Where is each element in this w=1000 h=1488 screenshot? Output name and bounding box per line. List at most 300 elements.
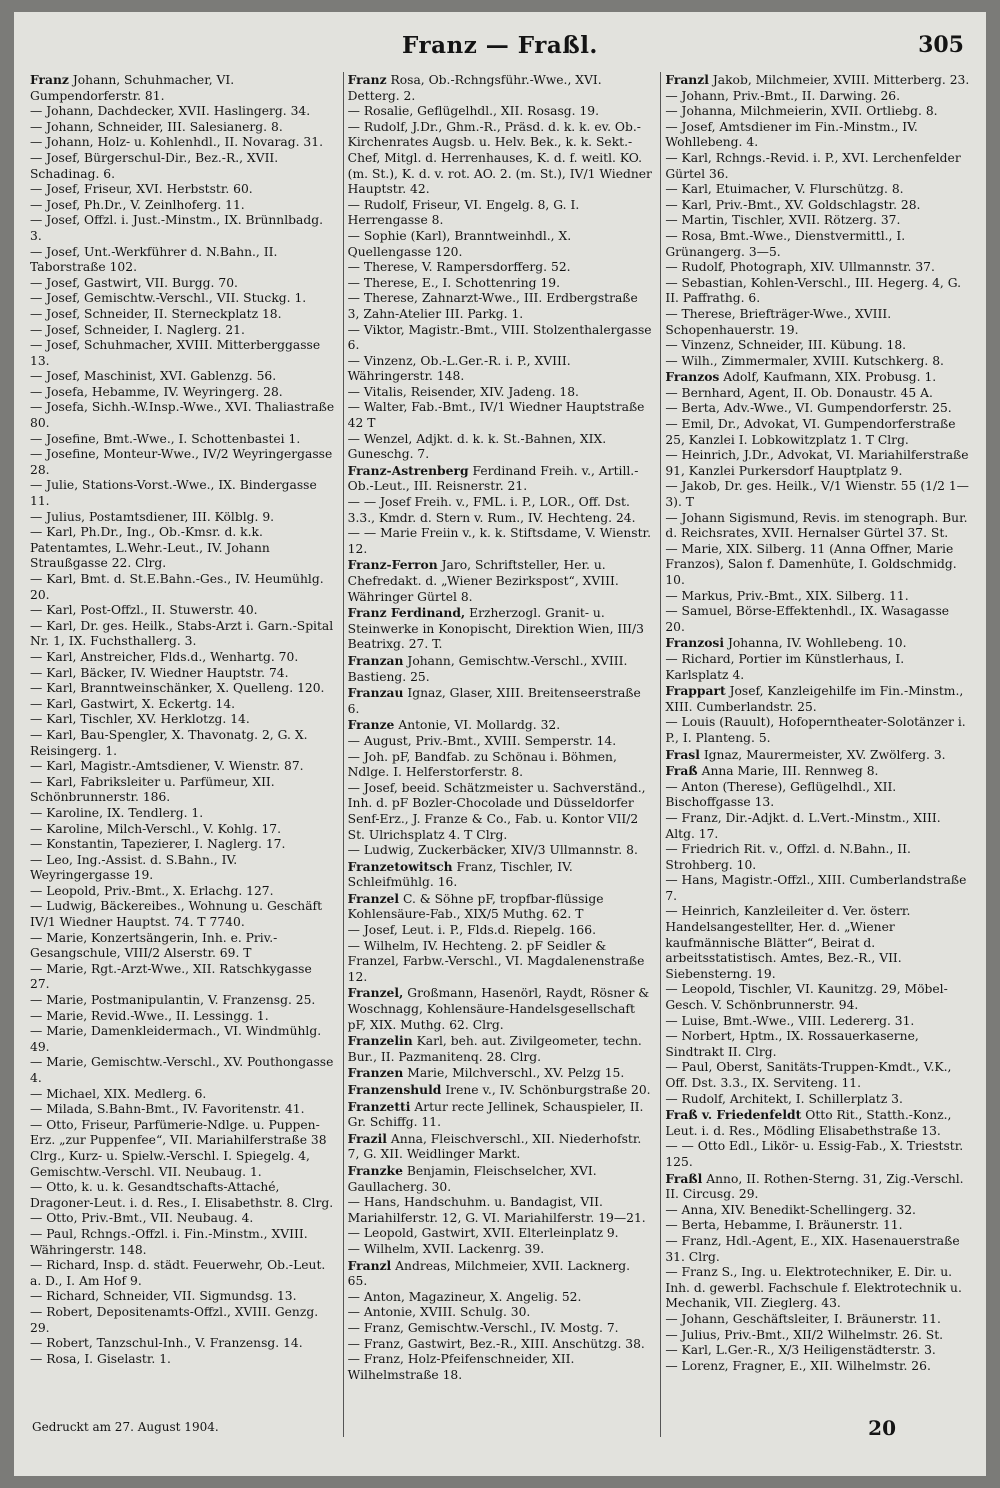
- entry-text: — Karl, L.Ger.-R., X/3 Heiligenstädterstr. 3.: [665, 1343, 936, 1358]
- entry-text: — Johann, Geschäftsleiter, I. Bräunerstr. 11.: [665, 1311, 941, 1326]
- directory-entry: [348, 1242, 653, 1258]
- directory-entry: [665, 1203, 970, 1219]
- directory-entry: [665, 652, 970, 683]
- entry-text: — — Marie Freiin v., k. k. Stiftsdame, V. Wienstr. 12.: [347, 526, 651, 556]
- entry-text: — Markus, Priv.-Bmt., XIX. Silberg. 11.: [665, 588, 909, 603]
- entry-surname: Frazil: [347, 1130, 387, 1146]
- entry-text: — Viktor, Magistr.-Bmt., VIII. Stolzenthalergasse 6.: [347, 322, 652, 353]
- page-title: Franz — Fraßl.: [402, 32, 598, 59]
- column-left: [30, 72, 335, 1437]
- entry-text: — Josef, Schneider, II. Sterneckplatz 18.: [30, 306, 282, 321]
- entry-text: — Karl, Fabriksleiter u. Parfümeur, XII. Schönbrunnerstr. 186.: [30, 774, 275, 805]
- entry-text: — Richard, Portier im Künstlerhaus, I. Karlsplatz 4.: [665, 651, 905, 682]
- entry-text: Johann, Gemischtw.-Verschl., XVIII. Bastieng. 25.: [347, 653, 628, 684]
- entry-text: — Karl, Tischler, XV. Herklotzg. 14.: [30, 712, 250, 727]
- directory-entry: [348, 198, 653, 229]
- entry-text: — Josef, Offzl. i. Just.-Minstm., IX. Brünnlbadg. 3.: [30, 213, 323, 243]
- directory-entry: [348, 1131, 653, 1163]
- entry-text: — Josef, Maschinist, XVI. Gablenzg. 56.: [30, 369, 277, 384]
- directory-entry: [30, 151, 335, 182]
- entry-text: — Rosa, Bmt.-Wwe., Dienstvermittl., I. Grünangerg. 3—5.: [665, 228, 906, 259]
- entry-text: — Marie, Damenkleidermach., VI. Windmühlg. 49.: [30, 1024, 322, 1054]
- directory-entry: [665, 1139, 970, 1170]
- directory-entry: [665, 715, 970, 746]
- directory-entry: [665, 780, 970, 811]
- entry-text: — Konstantin, Tapezierer, I. Naglerg. 17.: [30, 837, 286, 852]
- entry-text: — Josefa, Sichh.-W.Insp.-Wwe., XVI. Thaliastraße 80.: [30, 400, 335, 431]
- entry-surname: Franzau: [347, 685, 404, 701]
- directory-entry: [30, 1227, 335, 1258]
- entry-text: — Franz, Gastwirt, Bez.-R., XIII. Anschützg. 38.: [347, 1336, 645, 1351]
- directory-entry: [30, 931, 335, 962]
- directory-entry: [30, 1102, 335, 1118]
- entry-text: — Josef, Gemischtw.-Verschl., VII. Stuckg. 1.: [30, 291, 307, 306]
- entry-text: Johann, Schuhmacher, VI. Gumpendorferstr. 81.: [30, 73, 235, 103]
- directory-entry: [30, 806, 335, 822]
- entry-text: — — Otto Edl., Likör- u. Essig-Fab., X. Trieststr. 125.: [665, 1139, 964, 1169]
- directory-entry: [348, 1290, 653, 1306]
- directory-entry: [30, 822, 335, 838]
- entry-text: — Julie, Stations-Vorst.-Wwe., IX. Bindergasse 11.: [30, 478, 317, 509]
- entry-text: — Karl, Etuimacher, V. Flurschützg. 8.: [665, 182, 904, 197]
- entry-text: — Josef, Schuhmacher, XVIII. Mitterberggasse 13.: [30, 338, 321, 368]
- entry-text: — Rudolf, Photograph, XIV. Ullmannstr. 37.: [665, 260, 935, 275]
- entry-text: — Johanna, Milchmeierin, XVII. Ortliebg. 8.: [665, 104, 938, 119]
- directory-entry: [30, 1336, 335, 1352]
- directory-entry: [30, 120, 335, 136]
- directory-entry: [665, 386, 970, 402]
- entry-text: — Lorenz, Fragner, E., XII. Wilhelmstr. 26.: [665, 1358, 931, 1373]
- directory-entry: [665, 276, 970, 307]
- entry-text: — Marie, Gemischtw.-Verschl., XV. Pouthongasse 4.: [30, 1055, 334, 1085]
- directory-entry: [665, 104, 970, 120]
- directory-entry: [30, 432, 335, 448]
- directory-entry: [665, 763, 970, 780]
- directory-entry: [30, 338, 335, 369]
- entry-text: — Paul, Rchngs.-Offzl. i. Fin.-Minstm., XVIII. Währingerstr. 148.: [30, 1226, 308, 1257]
- directory-entry: [348, 939, 653, 986]
- entry-text: — Johann, Dachdecker, XVII. Haslingerg. 34.: [30, 104, 311, 119]
- directory-entry: [348, 229, 653, 260]
- directory-entry: [348, 104, 653, 120]
- directory-entry: [30, 853, 335, 884]
- directory-entry: [665, 982, 970, 1013]
- directory-entry: [30, 993, 335, 1009]
- column-right: [660, 72, 970, 1437]
- directory-page: [14, 12, 986, 1476]
- entry-text: — Louis (Rauult), Hofoperntheater-Solotänzer i. P., I. Planteng. 5.: [665, 715, 966, 745]
- directory-entry: [348, 1352, 653, 1383]
- directory-entry: [348, 1226, 653, 1242]
- directory-entry: [665, 89, 970, 105]
- directory-entry: [348, 1163, 653, 1195]
- directory-entry: [30, 198, 335, 214]
- entry-text: — Anton, Magazineur, X. Angelig. 52.: [347, 1289, 582, 1304]
- directory-entry: [30, 837, 335, 853]
- directory-entry: [348, 1305, 653, 1321]
- entry-text: — Karl, Rchngs.-Revid. i. P., XVI. Lerchenfelder Gürtel 36.: [665, 150, 961, 181]
- entry-text: — Karl, Bmt. d. St.E.Bahn.-Ges., IV. Heumühlg. 20.: [30, 572, 324, 602]
- entry-text: Jakob, Milchmeier, XVIII. Mitterberg. 23.: [712, 73, 970, 87]
- entry-surname: Franzl: [347, 1257, 392, 1273]
- directory-entry: [665, 1359, 970, 1375]
- entry-text: — Otto, k. u. k. Gesandtschafts-Attaché, Dragoner-Leut. i. d. Res., I. Elisabethstr. 8. Clrg.: [30, 1180, 334, 1210]
- entry-text: — Berta, Adv.-Wwe., VI. Gumpendorferstr. 25.: [665, 401, 952, 416]
- directory-entry: [348, 605, 653, 653]
- directory-entry: [348, 72, 653, 104]
- entry-surname: Frasl: [665, 746, 700, 762]
- entry-text: — Therese, E., I. Schottenring 19.: [347, 275, 560, 290]
- directory-entry: [348, 260, 653, 276]
- directory-entry: [348, 432, 653, 463]
- directory-entry: [30, 478, 335, 509]
- entry-text: — Julius, Postamtsdiener, III. Kölblg. 9.: [30, 509, 275, 524]
- directory-entry: [30, 1258, 335, 1289]
- entry-text: Erzherzogl. Granit- u. Steinwerke in Konopischt, Direktion Wien, III/3 Beatrixg. 27. T.: [347, 606, 644, 652]
- entry-text: Anno, II. Rothen-Sterng. 31, Zig.-Verschl. II. Circusg. 29.: [665, 1171, 964, 1202]
- entry-text: Benjamin, Fleischselcher, XVI. Gaullacherg. 30.: [347, 1163, 597, 1194]
- entry-text: — Antonie, XVIII. Schulg. 30.: [347, 1305, 531, 1320]
- directory-entry: [30, 135, 335, 151]
- entry-surname: Franz: [347, 72, 387, 87]
- directory-entry: [665, 1171, 970, 1203]
- directory-entry: [30, 323, 335, 339]
- directory-entry: [348, 120, 653, 198]
- directory-entry: [348, 750, 653, 781]
- entry-text: — Marie, XIX. Silberg. 11 (Anna Offner, Marie Franzos), Salon f. Damenhüte, I. Goldschmidg. 10.: [665, 541, 957, 587]
- directory-entry: [348, 385, 653, 401]
- entry-text: — Leopold, Tischler, VI. Kaunitzg. 29, Möbel-Gesch. V. Schönbrunnerstr. 94.: [665, 982, 948, 1013]
- entry-text: — Josef, Leut. i. P., Flds.d. Riepelg. 166.: [347, 923, 596, 938]
- entry-text: — Anton (Therese), Geflügelhdl., XII. Bischoffgasse 13.: [665, 779, 897, 810]
- entry-text: — Josef, Bürgerschul-Dir., Bez.-R., XVII. Schadinag. 6.: [30, 150, 279, 181]
- entry-text: — Josefine, Monteur-Wwe., IV/2 Weyringergasse 28.: [30, 447, 333, 477]
- directory-entry: [348, 781, 653, 843]
- directory-entry: [348, 859, 653, 891]
- entry-text: Irene v., IV. Schönburgstraße 20.: [445, 1083, 651, 1097]
- entry-text: — Leopold, Gastwirt, XVII. Elterleinplatz 9.: [347, 1226, 619, 1241]
- entry-text: — Karl, Gastwirt, X. Eckertg. 14.: [30, 696, 236, 711]
- directory-entry: [30, 1024, 335, 1055]
- directory-entry: [348, 653, 653, 685]
- entry-text: — Karl, Bäcker, IV. Wiedner Hauptstr. 74.: [30, 665, 289, 680]
- directory-entry: [30, 1305, 335, 1336]
- entry-text: — Josef, Friseur, XVI. Herbststr. 60.: [30, 182, 253, 197]
- entry-text: — Samuel, Börse-Effektenhdl., IX. Wasagasse 20.: [665, 604, 950, 634]
- directory-entry: [665, 604, 970, 635]
- directory-entry: [665, 479, 970, 510]
- directory-entry: [665, 1265, 970, 1312]
- directory-entry: [30, 1118, 335, 1180]
- entry-text: — Karl, Ph.Dr., Ing., Ob.-Kmsr. d. k.k. Patentamtes, L.Wehr.-Leut., IV. Johann Straußgasse 22. Clrg.: [30, 525, 270, 571]
- entry-surname: Franzosi: [665, 635, 725, 651]
- directory-entry: [30, 666, 335, 682]
- entry-text: — Vinzenz, Schneider, III. Kübung. 18.: [665, 338, 907, 353]
- directory-entry: [348, 400, 653, 431]
- entry-text: C. & Söhne pF, tropfbar-flüssige Kohlensäure-Fab., XIX/5 Muthg. 62. T: [347, 891, 604, 922]
- entry-columns: [30, 72, 970, 1437]
- directory-entry: [348, 463, 653, 495]
- entry-text: — Ludwig, Bäckereibes., Wohnung u. Geschäft IV/1 Wiedner Hauptst. 74. T 7740.: [30, 899, 323, 930]
- directory-entry: [348, 734, 653, 750]
- directory-entry: [348, 1065, 653, 1082]
- entry-text: Otto Rit., Statth.-Konz., Leut. i. d. Res., Mödling Elisabethstraße 13.: [665, 1108, 952, 1138]
- entry-surname: Franzel,: [347, 985, 404, 1001]
- entry-text: — Otto, Priv.-Bmt., VII. Neubaug. 4.: [30, 1211, 254, 1226]
- print-date: Gedruckt am 27. August 1904.: [32, 1420, 219, 1434]
- entry-text: — Ludwig, Zuckerbäcker, XIV/3 Ullmannstr. 8.: [347, 843, 638, 858]
- directory-entry: [348, 291, 653, 322]
- entry-text: — Franz, Gemischtw.-Verschl., IV. Mostg. 7.: [347, 1320, 619, 1335]
- directory-entry: [665, 542, 970, 589]
- directory-entry: [348, 1258, 653, 1290]
- entry-text: — Therese, V. Rampersdorfferg. 52.: [347, 260, 571, 275]
- entry-text: — Robert, Tanzschul-Inh., V. Franzensg. 14.: [30, 1336, 303, 1351]
- directory-entry: [665, 1343, 970, 1359]
- entry-text: — Franz, Hdl.-Agent, E., XIX. Hasenauerstraße 31. Clrg.: [665, 1233, 960, 1264]
- entry-text: — Karoline, Milch-Verschl., V. Kohlg. 17.: [30, 821, 281, 836]
- entry-surname: Franz: [30, 72, 69, 87]
- entry-text: Ignaz, Glaser, XIII. Breitenseerstraße 6.: [347, 686, 641, 716]
- entry-text: Großmann, Hasenörl, Raydt, Rösner & Woschnagg, Kohlensäure-Handelsgesellschaft pF, XIX. Muthg. 62. Clrg.: [347, 986, 650, 1032]
- directory-entry: [30, 369, 335, 385]
- directory-entry: [348, 685, 653, 717]
- entry-text: — Johann, Priv.-Bmt., II. Darwing. 26.: [665, 88, 901, 103]
- entry-surname: Franzetti: [347, 1098, 411, 1114]
- directory-entry: [348, 1082, 653, 1099]
- entry-text: — Heinrich, Kanzleileiter d. Ver. österr. Handelsangestellter, Her. d. „Wiener kaufmännische Blätter“, Beirat d. arbeitsstatistisch. Amtes, Bez.-R., VII. Siebensterng. 19.: [665, 904, 911, 981]
- directory-entry: [348, 891, 653, 923]
- directory-entry: [665, 417, 970, 448]
- directory-entry: [30, 385, 335, 401]
- directory-entry: [348, 495, 653, 526]
- entry-text: — Friedrich Rit. v., Offzl. d. N.Bahn., II. Strohberg. 10.: [665, 842, 911, 872]
- directory-entry: [30, 72, 335, 104]
- directory-entry: [30, 1055, 335, 1086]
- entry-surname: Frappart: [665, 683, 726, 699]
- entry-text: Rosa, Ob.-Rchngsführ.-Wwe., XVI. Detterg. 2.: [347, 73, 602, 103]
- directory-entry: [30, 525, 335, 572]
- entry-text: — Rudolf, J.Dr., Ghm.-R., Präsd. d. k. k. ev. Ob.-Kirchenrates Augsb. u. Helv. Bek., k. k. Sekt.-Chef, Mitgl. d. Herrenhauses, K. d. f. weitl. KO. (m. St.), K. d. v. rot. AO. 2. (m. St.), IV/1 Wiedner Hauptstr. 42.: [347, 119, 652, 197]
- directory-entry: [30, 1211, 335, 1227]
- entry-text: — Johann, Holz- u. Kohlenhdl., II. Novarag. 31.: [30, 135, 323, 150]
- entry-text: — Robert, Depositenamts-Offzl., XVIII. Genzg. 29.: [30, 1304, 319, 1335]
- entry-text: Jaro, Schriftsteller, Her. u. Chefredakt. d. „Wiener Bezirkspost“, XVIII. Währinger Gürtel 8.: [347, 558, 619, 604]
- directory-entry: [30, 697, 335, 713]
- directory-entry: [30, 1352, 335, 1368]
- directory-entry: [30, 572, 335, 603]
- entry-text: — Norbert, Hptm., IX. Rossauerkaserne, Sindtrakt II. Clrg.: [665, 1029, 919, 1059]
- entry-surname: Franzelin: [347, 1033, 413, 1049]
- directory-entry: [348, 1321, 653, 1337]
- entry-text: — Wenzel, Adjkt. d. k. k. St.-Bahnen, XIX. Guneschg. 7.: [347, 431, 607, 462]
- directory-entry: [665, 120, 970, 151]
- entry-surname: Franz-Ferron: [347, 557, 438, 573]
- entry-text: Anna Marie, III. Rennweg 8.: [701, 764, 879, 779]
- directory-entry: [30, 104, 335, 120]
- directory-entry: [30, 400, 335, 431]
- directory-entry: [665, 1107, 970, 1139]
- directory-entry: [348, 1033, 653, 1065]
- entry-text: — Franz S., Ing. u. Elektrotechniker, E. Dir. u. Inh. d. gewerbl. Fachschule f. Elektrotechnik u. Mechanik, VII. Zieglerg. 43.: [665, 1265, 962, 1311]
- entry-text: — Sebastian, Kohlen-Verschl., III. Hegerg. 4, G. II. Paffrathg. 6.: [665, 275, 962, 306]
- entry-text: — Sophie (Karl), Branntweinhdl., X. Quellengasse 120.: [347, 228, 572, 259]
- directory-entry: [30, 213, 335, 244]
- entry-surname: Franz-Astrenberg: [347, 462, 469, 478]
- entry-text: — Richard, Schneider, VII. Sigmundsg. 13.: [30, 1289, 297, 1304]
- entry-text: — Anna, XIV. Benedikt-Schellingerg. 32.: [665, 1202, 916, 1217]
- entry-text: — Wilhelm, IV. Hechteng. 2. pF Seidler & Franzel, Farbw.-Verschl., VI. Magdalenenstraße 12.: [347, 938, 645, 984]
- entry-text: — Joh. pF, Bandfab. zu Schönau i. Böhmen, Ndlge. I. Helferstorferstr. 8.: [347, 749, 617, 780]
- entry-surname: Franzel: [347, 890, 400, 906]
- entry-text: — — Josef Freih. v., FML. i. P., LOR., Off. Dst. 3.3., Kmdr. d. Stern v. Rum., IV. Hechteng. 24.: [347, 495, 636, 525]
- entry-text: — Martin, Tischler, XVII. Rötzerg. 37.: [665, 213, 901, 228]
- directory-entry: [348, 717, 653, 734]
- entry-text: — Vitalis, Reisender, XIV. Jadeng. 18.: [347, 384, 579, 399]
- entry-text: — Josef, Amtsdiener im Fin.-Minstm., IV. Wohllebeng. 4.: [665, 119, 918, 150]
- directory-entry: [30, 1087, 335, 1103]
- entry-text: — Josef, Schneider, I. Naglerg. 21.: [30, 322, 245, 337]
- entry-text: — Karl, Priv.-Bmt., XV. Goldschlagstr. 28.: [665, 197, 921, 212]
- entry-text: — Luise, Bmt.-Wwe., VIII. Ledererg. 31.: [665, 1013, 915, 1028]
- directory-entry: [665, 1218, 970, 1234]
- entry-surname: Franzenshuld: [347, 1082, 442, 1097]
- directory-entry: [30, 1289, 335, 1305]
- directory-entry: [30, 775, 335, 806]
- directory-entry: [30, 619, 335, 650]
- directory-entry: [665, 811, 970, 842]
- entry-text: — Heinrich, J.Dr., Advokat, VI. Mariahilferstraße 91, Kanzlei Purkersdorf Hauptplatz 9.: [665, 448, 969, 478]
- entry-text: — Hans, Magistr.-Offzl., XIII. Cumberlandstraße 7.: [665, 873, 967, 903]
- entry-text: — Karoline, IX. Tendlerg. 1.: [30, 805, 204, 820]
- directory-entry: [348, 276, 653, 292]
- directory-entry: [665, 260, 970, 276]
- entry-text: Josef, Kanzleigehilfe im Fin.-Minstm., XIII. Cumberlandstr. 25.: [665, 684, 964, 714]
- entry-surname: Fraß v. Friedenfeldt: [665, 1107, 802, 1123]
- entry-text: — Rosa, I. Giselastr. 1.: [30, 1351, 171, 1366]
- directory-entry: [348, 1337, 653, 1353]
- directory-entry: [665, 1029, 970, 1060]
- entry-text: — Therese, Zahnarzt-Wwe., III. Erdbergstraße 3, Zahn-Atelier III. Parkg. 1.: [347, 291, 638, 321]
- entry-text: — Julius, Priv.-Bmt., XII/2 Wilhelmstr. 26. St.: [665, 1327, 944, 1342]
- directory-entry: [348, 843, 653, 859]
- directory-entry: [665, 72, 970, 89]
- directory-entry: [665, 747, 970, 764]
- entry-text: Ignaz, Maurermeister, XV. Zwölferg. 3.: [703, 747, 946, 762]
- entry-text: — Karl, Dr. ges. Heilk., Stabs-Arzt i. Garn.-Spital Nr. 1, IX. Fuchsthallerg. 3.: [30, 618, 334, 649]
- entry-surname: Franzl: [665, 72, 709, 87]
- entry-text: — Josef, Unt.-Werkführer d. N.Bahn., II. Taborstraße 102.: [30, 244, 278, 275]
- directory-entry: [348, 923, 653, 939]
- directory-entry: [30, 307, 335, 323]
- directory-entry: [665, 683, 970, 715]
- directory-entry: [30, 291, 335, 307]
- entry-text: — Therese, Briefträger-Wwe., XVIII. Schopenhauerstr. 19.: [665, 306, 892, 337]
- directory-entry: [30, 962, 335, 993]
- entry-text: — Leo, Ing.-Assist. d. S.Bahn., IV. Weyringergasse 19.: [30, 852, 238, 883]
- entry-text: Ferdinand Freih. v., Artill.-Ob.-Leut., III. Reisnerstr. 21.: [347, 463, 639, 494]
- directory-entry: [665, 1234, 970, 1265]
- entry-text: Anna, Fleischverschl., XII. Niederhofstr. 7, G. XII. Weidlinger Markt.: [347, 1131, 642, 1162]
- sheet-number: 20: [868, 1416, 896, 1440]
- entry-text: — Richard, Insp. d. städt. Feuerwehr, Ob.-Leut. a. D., I. Am Hof 9.: [30, 1258, 326, 1288]
- entry-surname: Fraß: [665, 763, 698, 779]
- entry-text: Andreas, Milchmeier, XVII. Lacknerg. 65.: [347, 1258, 631, 1289]
- entry-text: — Marie, Postmanipulantin, V. Franzensg. 25.: [30, 993, 316, 1008]
- entry-surname: Franze: [347, 717, 395, 733]
- directory-entry: [348, 1099, 653, 1131]
- directory-entry: [665, 198, 970, 214]
- directory-entry: [348, 1195, 653, 1226]
- directory-entry: [30, 728, 335, 759]
- directory-entry: [665, 635, 970, 652]
- directory-entry: [30, 447, 335, 478]
- entry-text: — Berta, Hebamme, I. Bräunerstr. 11.: [665, 1218, 903, 1233]
- entry-text: — Otto, Friseur, Parfümerie-Ndlge. u. Puppen-Erz. „zur Puppenfee“, VII. Mariahilferstraße 38 Clrg., Kurz- u. Spielw.-Verschl. I. Spiegelg. 4, Gemischtw.-Verschl. VII. Neubaug. 1.: [30, 1117, 327, 1179]
- directory-entry: [665, 213, 970, 229]
- directory-entry: [348, 354, 653, 385]
- entry-text: — Leopold, Priv.-Bmt., X. Erlachg. 127.: [30, 883, 274, 898]
- entry-text: Johanna, IV. Wohllebeng. 10.: [727, 636, 907, 651]
- directory-entry: [665, 1060, 970, 1091]
- entry-text: — Rudolf, Friseur, VI. Engelg. 8, G. I. Herrengasse 8.: [347, 197, 580, 228]
- directory-entry: [665, 1014, 970, 1030]
- directory-entry: [665, 354, 970, 370]
- entry-surname: Franz Ferdinand,: [347, 605, 466, 621]
- entry-text: — Johann Sigismund, Revis. im stenograph. Bur. d. Reichsrates, XVII. Hernalser Gürtel 37. St.: [665, 510, 968, 541]
- entry-surname: Franzetowitsch: [347, 858, 453, 874]
- page-number: 305: [918, 32, 964, 58]
- entry-text: Karl, beh. aut. Zivilgeometer, techn. Bur., II. Pazmanitenq. 28. Clrg.: [347, 1034, 642, 1064]
- directory-entry: [665, 448, 970, 479]
- directory-entry: [348, 985, 653, 1033]
- entry-text: — Paul, Oberst, Sanitäts-Truppen-Kmdt., V.K., Off. Dst. 3.3., IX. Serviteng. 11.: [665, 1060, 952, 1090]
- directory-entry: [665, 842, 970, 873]
- directory-entry: [30, 1180, 335, 1211]
- entry-text: — Wilhelm, XVII. Lackenrg. 39.: [347, 1241, 545, 1256]
- entry-text: Marie, Milchverschl., XV. Pelzg 15.: [407, 1066, 625, 1081]
- directory-entry: [665, 369, 970, 386]
- entry-text: — Karl, Magistr.-Amtsdiener, V. Wienstr. 87.: [30, 759, 304, 774]
- entry-surname: Franzen: [347, 1065, 404, 1081]
- directory-entry: [30, 712, 335, 728]
- entry-text: — Karl, Bau-Spengler, X. Thavonatg. 2, G. X. Reisingerg. 1.: [30, 727, 308, 758]
- entry-text: — Josefa, Hebamme, IV. Weyringerg. 28.: [30, 384, 283, 399]
- entry-text: — Karl, Post-Offzl., II. Stuwerstr. 40.: [30, 603, 258, 618]
- entry-text: — Josef, Ph.Dr., V. Zeinlhoferg. 11.: [30, 197, 245, 212]
- entry-text: — Marie, Rgt.-Arzt-Wwe., XII. Ratschkygasse 27.: [30, 961, 312, 992]
- entry-text: — Rudolf, Architekt, I. Schillerplatz 3.: [665, 1091, 903, 1106]
- entry-text: Adolf, Kaufmann, XIX. Probusg. 1.: [723, 370, 937, 385]
- entry-text: — Wilh., Zimmermaler, XVIII. Kutschkerg. 8.: [665, 353, 944, 368]
- entry-text: — Hans, Handschuhm. u. Bandagist, VII. Mariahilferstr. 12, G. VI. Mariahilferstr. 19—21.: [347, 1195, 646, 1225]
- directory-entry: [30, 650, 335, 666]
- directory-entry: [665, 511, 970, 542]
- entry-text: — Marie, Revid.-Wwe., II. Lessingg. 1.: [30, 1008, 269, 1023]
- entry-text: — Franz, Holz-Pfeifenschneider, XII. Wilhelmstraße 18.: [347, 1352, 575, 1382]
- entry-text: — Josef, Gastwirt, VII. Burgg. 70.: [30, 275, 238, 290]
- directory-entry: [348, 526, 653, 557]
- entry-text: — Karl, Anstreicher, Flds.d., Wenhartg. 70.: [30, 649, 299, 664]
- directory-entry: [665, 151, 970, 182]
- entry-text: — Walter, Fab.-Bmt., IV/1 Wiedner Hauptstraße 42 T: [347, 400, 645, 431]
- directory-entry: [30, 245, 335, 276]
- entry-surname: Fraßl: [665, 1170, 703, 1186]
- directory-entry: [665, 1312, 970, 1328]
- directory-entry: [665, 589, 970, 605]
- entry-text: — Jakob, Dr. ges. Heilk., V/1 Wienstr. 55 (1/2 1—3). T: [665, 479, 969, 510]
- entry-text: — Josef, beeid. Schätzmeister u. Sachverständ., Inh. d. pF Bozler-Chocolade und Düsseldorfer Senf-Erz., J. Franze & Co., Fab. u. Kontor VII/2 St. Ulrichsplatz 4. T Clrg.: [347, 780, 646, 842]
